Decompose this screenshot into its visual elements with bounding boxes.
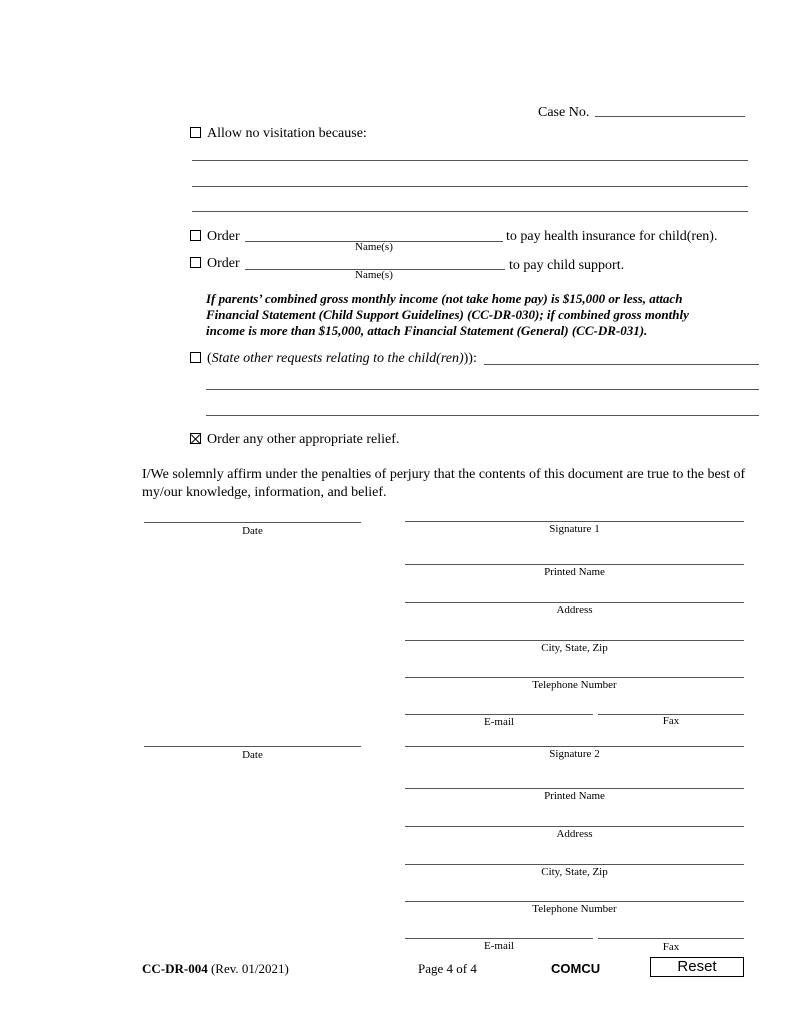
financial-statement-note [206,291,766,339]
fax-1-label: Fax [662,715,680,727]
date-2-field[interactable] [144,746,361,747]
city-state-zip-2-field[interactable] [405,864,744,865]
city-state-zip-1-label: City, State, Zip [541,642,608,654]
form-number: CC-DR-004 [142,961,208,976]
signature-1-label: Signature 1 [549,523,600,535]
email-1-field[interactable] [405,714,593,715]
child-support-order-label: Order [207,256,240,271]
other-requests-checkbox[interactable] [190,352,201,363]
email-2-field[interactable] [405,938,593,939]
child-support-name-caption: Name(s) [355,269,393,281]
visitation-reason-line-1[interactable] [192,160,748,161]
health-insurance-suffix: to pay health insurance for child(ren). [506,229,718,244]
city-state-zip-1-field[interactable] [405,640,744,641]
telephone-2-label: Telephone Number [532,903,617,915]
telephone-2-field[interactable] [405,901,744,902]
printed-name-1-field[interactable] [405,564,744,565]
date-1-label: Date [242,525,263,537]
city-state-zip-2-label: City, State, Zip [541,866,608,878]
other-requests-line-3[interactable] [206,415,759,416]
other-relief-checkbox[interactable] [190,433,201,444]
other-requests-close: )): [463,351,477,366]
other-requests-label [207,351,477,367]
address-1-field[interactable] [405,602,744,603]
form-id [142,961,289,977]
telephone-1-label: Telephone Number [532,679,617,691]
visitation-reason-line-3[interactable] [192,211,748,212]
comcu-label: COMCU [551,961,601,976]
other-requests-line-2[interactable] [206,389,759,390]
other-requests-line-1[interactable] [484,364,759,365]
visitation-checkbox[interactable] [190,127,201,138]
financial-note-line-3: income is more than $15,000, attach Financial Statement (General) (CC-DR-031). [206,323,648,338]
address-2-field[interactable] [405,826,744,827]
affirmation-line-2: my/our knowledge, information, and belief. [142,485,387,500]
other-relief-label: Order any other appropriate relief. [207,432,400,447]
child-support-suffix: to pay child support. [509,258,625,273]
address-1-label: Address [556,604,593,616]
telephone-1-field[interactable] [405,677,744,678]
affirmation-text [142,466,772,502]
signature-2-label: Signature 2 [549,748,600,760]
visitation-reason-line-2[interactable] [192,186,748,187]
signature-1-field[interactable] [405,521,744,522]
case-no-field[interactable] [595,116,745,117]
health-insurance-order-label: Order [207,229,240,244]
email-1-label: E-mail [484,716,514,728]
fax-2-label: Fax [662,941,680,953]
reset-button[interactable]: Reset [650,957,744,977]
child-support-checkbox[interactable] [190,257,201,268]
form-revision: (Rev. 01/2021) [210,961,289,976]
health-insurance-checkbox[interactable] [190,230,201,241]
financial-note-line-2: Financial Statement (Child Support Guidelines) (CC-DR-030); if combined gross monthly [206,307,689,322]
date-1-field[interactable] [144,522,361,523]
printed-name-2-label: Printed Name [544,790,605,802]
other-requests-open-paren: ( [207,351,212,366]
fax-2-field[interactable] [598,938,744,939]
visitation-label: Allow no visitation because: [207,126,367,141]
other-requests-text: State other requests relating to the child(ren) [211,351,464,366]
affirmation-line-1: I/We solemnly affirm under the penalties of perjury that the contents of this document are true to the best of [142,467,746,482]
signature-2-field[interactable] [405,746,744,747]
page-number: Page 4 of 4 [418,961,477,976]
case-no-label: Case No. [538,105,590,120]
address-2-label: Address [556,828,593,840]
date-2-label: Date [242,749,263,761]
printed-name-1-label: Printed Name [544,566,605,578]
printed-name-2-field[interactable] [405,788,744,789]
health-insurance-name-caption: Name(s) [355,241,393,253]
email-2-label: E-mail [484,940,514,952]
financial-note-line-1: If parents’ combined gross monthly income (not take home pay) is $15,000 or less, attach [206,291,683,306]
